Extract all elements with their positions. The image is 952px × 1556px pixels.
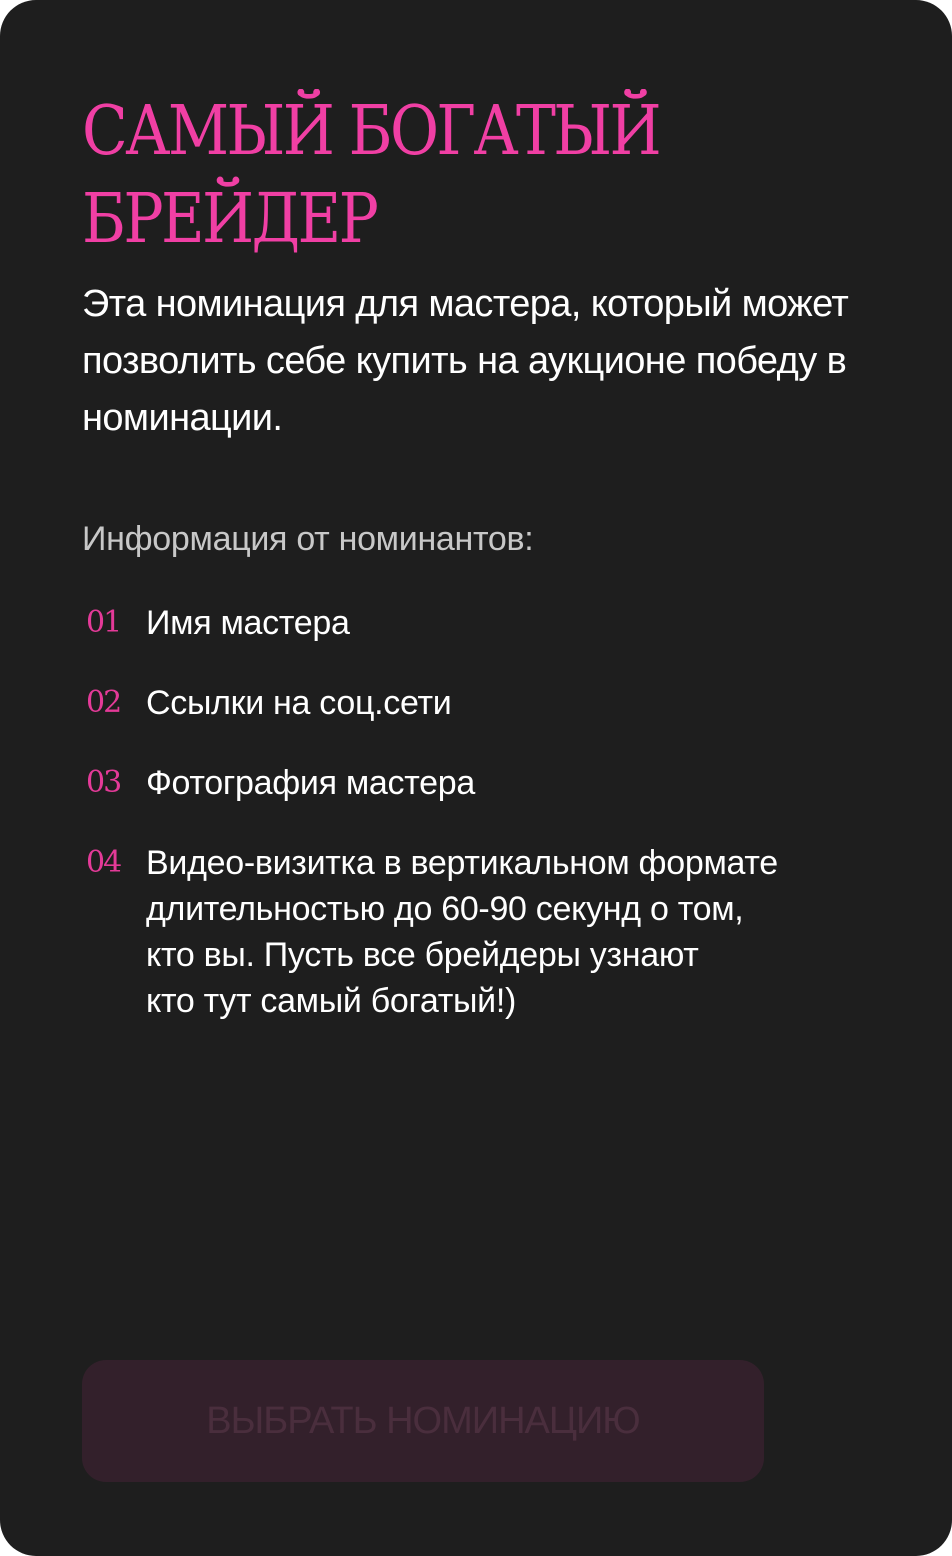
requirement-number: 01 bbox=[86, 605, 121, 640]
requirement-text: Видео-визитка в вертикальном формате длительностью до 60-90 секунд о том, кто вы. Пусть все брейдеры узнают кто тут самый богатый!) bbox=[146, 844, 778, 1020]
requirement-text: Фотография мастера bbox=[146, 764, 475, 802]
info-heading: Информация от номинантов: bbox=[82, 520, 534, 558]
requirements-list bbox=[82, 600, 882, 1058]
requirement-text: Имя мастера bbox=[146, 604, 350, 642]
requirement-item bbox=[82, 760, 882, 806]
requirement-item bbox=[82, 840, 882, 1024]
select-nomination-button[interactable]: ВЫБРАТЬ НОМИНАЦИЮ bbox=[82, 1360, 764, 1482]
nomination-title bbox=[82, 88, 804, 264]
requirement-number: 03 bbox=[86, 765, 121, 800]
requirement-text: Ссылки на соц.сети bbox=[146, 684, 452, 722]
nomination-description: Эта номинация для мастера, который может позволить себе купить на аукционе победу в номинации. bbox=[82, 283, 849, 439]
requirement-item bbox=[82, 600, 882, 646]
title-line-2: БРЕЙДЕР bbox=[82, 180, 377, 259]
title-line-1: САМЫЙ БОГАТЫЙ bbox=[82, 92, 660, 171]
requirement-item bbox=[82, 680, 882, 726]
requirement-number: 04 bbox=[86, 845, 121, 880]
requirement-number: 02 bbox=[86, 685, 121, 720]
